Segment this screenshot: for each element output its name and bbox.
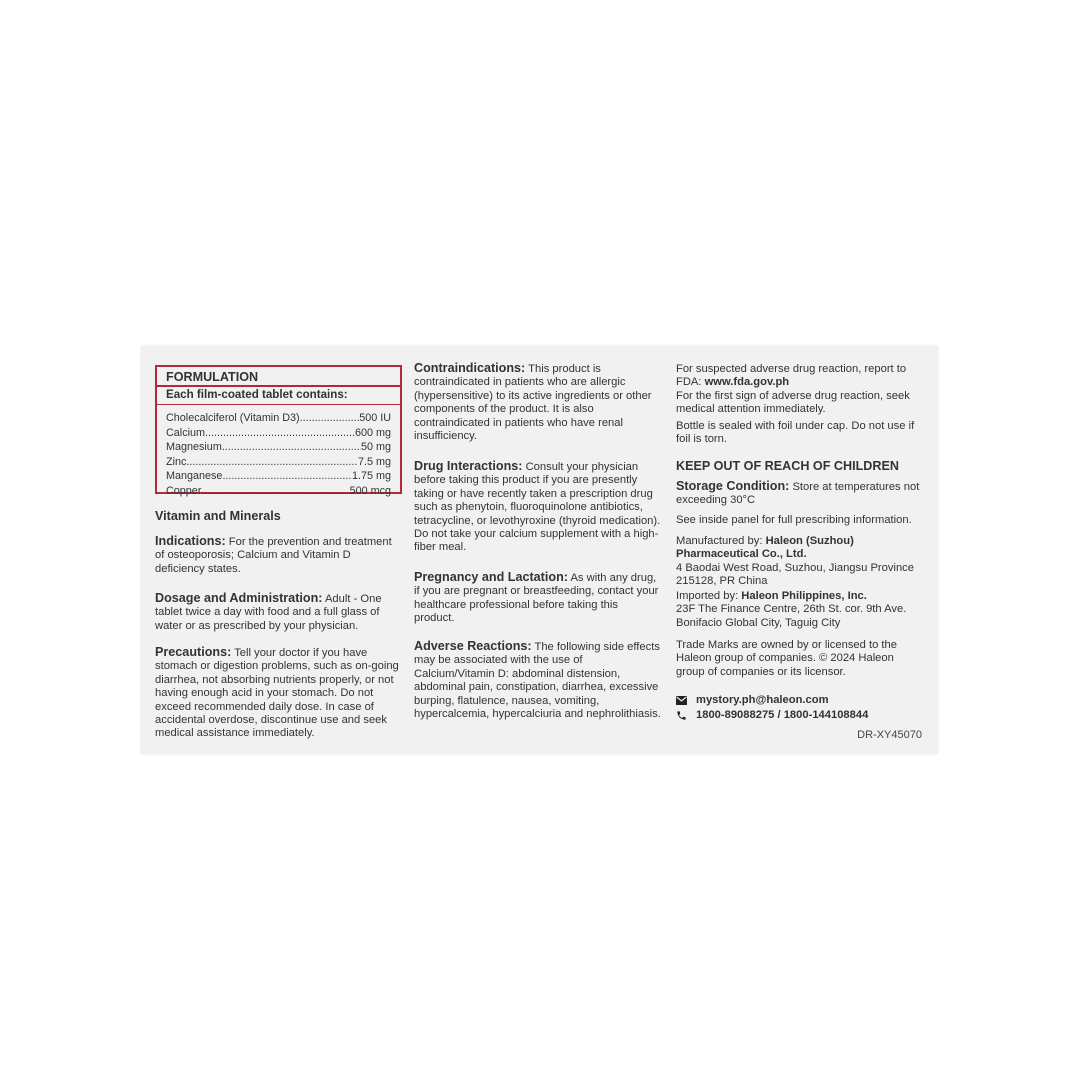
registration-code: DR-XY45070 <box>857 729 922 741</box>
ingredient-row: Zinc ..... 7.5 mg <box>166 455 391 470</box>
manufacturer-label: Manufactured by: <box>676 535 763 547</box>
storage-heading: Storage Condition: <box>676 479 790 493</box>
email-icon <box>676 696 687 705</box>
pregnancy-text: As with any drug, if you are pregnant or breastfeeding, contact your healthcare professional before taking this product. <box>414 572 659 625</box>
drug-interactions-heading: Drug Interactions: <box>414 459 523 473</box>
dosage-heading: Dosage and Administration: <box>155 591 323 605</box>
indications-heading: Indications: <box>155 534 226 548</box>
storage-section <box>676 480 924 508</box>
ingredient-row: Cholecalciferol (Vitamin D3) ..... 500 IU <box>166 411 391 426</box>
manufacturer-name: Haleon (Suzhou) Pharmaceutical Co., Ltd. <box>676 535 854 561</box>
fda-link[interactable]: www.fda.gov.ph <box>704 376 790 389</box>
phone-numbers[interactable]: 1800-89088275 / 1800-144108844 <box>696 709 869 721</box>
contraindications-heading: Contraindications: <box>414 361 526 375</box>
formulation-box <box>155 365 402 497</box>
bottle-notice: Bottle is sealed with foil under cap. Do not use if foil is torn. <box>676 419 915 446</box>
adverse-reactions-heading: Adverse Reactions: <box>414 639 532 653</box>
ingredient-row: Copper ..... 500 mcg <box>166 484 391 499</box>
precautions-section <box>155 646 402 741</box>
manufacturer-section <box>676 535 924 589</box>
ingredient-row: Calcium ..... 600 mg <box>166 426 391 441</box>
formulation-subtitle: Each film-coated tablet contains: <box>166 388 348 401</box>
phone-contact <box>676 708 924 723</box>
dosage-section <box>155 592 400 633</box>
first-sign-text: For the first sign of adverse drug reaction, seek medical attention immediately. <box>676 389 910 416</box>
formulation-title: FORMULATION <box>166 370 259 384</box>
manufacturer-address: 4 Baodai West Road, Suzhou, Jiangsu Province 215128, PR China <box>676 561 914 588</box>
ingredient-row: Manganese ..... 1.75 mg <box>166 469 391 484</box>
indications-text: For the prevention and treatment of osteoporosis; Calcium and Vitamin D deficiency states. <box>155 536 392 575</box>
package-panel <box>141 346 938 754</box>
pregnancy-section <box>414 571 661 626</box>
importer-section <box>676 590 924 630</box>
drug-interactions-text: Consult your physician before taking this product if you are presently taking or have recently taken a prescription drug such as phenytoin, fluoroquinolone antibiotics, tetracycline, or levothyroxine (thyroid medication). Do not take your calcium supplement with a high-fiber meal. <box>414 461 661 554</box>
storage-text: Store at temperatures not exceeding 30°C <box>676 481 920 507</box>
email-contact <box>676 693 924 708</box>
importer-name: Haleon Philippines, Inc. <box>741 590 867 602</box>
precautions-heading: Precautions: <box>155 645 232 659</box>
email-address[interactable]: mystory.ph@haleon.com <box>696 694 829 706</box>
precautions-text: Tell your doctor if you have stomach or digestion problems, such as on-going diarrhea, not absorbing nutrients properly, or not having enough acid in your stomach. Do not exceed recommended daily dose. In case of accidental overdose, discontinue use and seek medical assistance immediately. <box>155 647 399 740</box>
pregnancy-heading: Pregnancy and Lactation: <box>414 570 568 584</box>
importer-address: 23F The Finance Centre, 26th St. cor. 9th Ave. Bonifacio Global City, Taguig City <box>676 603 907 629</box>
category-heading: Vitamin and Minerals <box>155 509 281 523</box>
adverse-reactions-section <box>414 640 661 721</box>
contraindications-text: This product is contraindicated in patients who are allergic (hypersensitive) to its active ingredients or other components of the product. It is also contraindicated in patients who have renal insufficiency. <box>414 363 652 443</box>
importer-label: Imported by: <box>676 590 739 602</box>
dosage-text: Adult - One tablet twice a day with food and a full glass of water or as prescribed by your physician. <box>155 593 382 632</box>
see-inside-text: See inside panel for full prescribing information. <box>676 514 912 526</box>
formulation-divider-thin <box>157 404 400 405</box>
contraindications-section <box>414 362 661 443</box>
trademark-text: Trade Marks are owned by or licensed to the Haleon group of companies. © 2024 Haleon group of companies or its licensor. <box>676 639 897 678</box>
drug-interactions-section <box>414 460 661 555</box>
phone-icon <box>676 710 687 721</box>
indications-section <box>155 535 400 576</box>
report-text: For suspected adverse drug reaction, report to FDA: <box>676 363 907 389</box>
contact-section <box>676 693 924 723</box>
report-section <box>676 363 924 446</box>
ingredient-row: Magnesium ..... 50 mg <box>166 440 391 455</box>
adverse-reactions-text: The following side effects may be associated with the use of Calcium/Vitamin D: abdominal distension, abdominal pain, constipation, diarrhea, excessive burping, flatulence, nausea, vomiting, hypercalcemia, hypercalciuria and nephrolithiasis. <box>414 641 661 721</box>
keep-out-warning: KEEP OUT OF REACH OF CHILDREN <box>676 459 899 473</box>
